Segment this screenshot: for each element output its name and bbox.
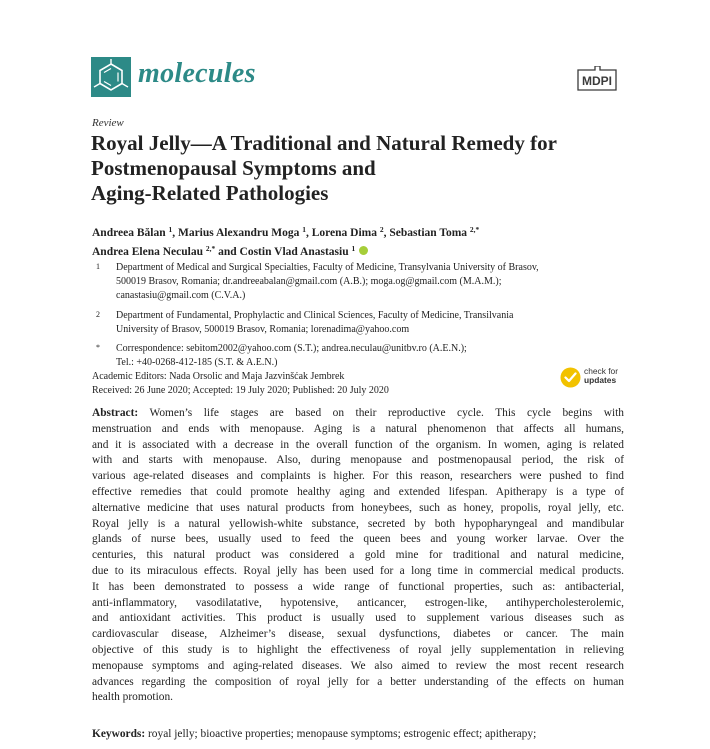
affiliation-mark: 2 [96,309,100,319]
abstract-line: menstruation and ends with menopause. Aging is a natural phenomenon that affects all humans, [92,422,624,435]
abstract [92,406,624,706]
affiliation-item [96,309,626,337]
abstract-line: health promotion. [92,691,173,704]
article-type: Review [92,117,124,129]
affiliation-line: canastasiu@gmail.com (C.V.A.) [116,290,246,302]
correspondence-line: Correspondence: sebitom2002@yahoo.com (S.T.); andrea.neculau@unitbv.ro (A.E.N.); [116,343,467,355]
author-line: Andreea Bălan $^1$, Marius Alexandru Moga $^1$, Lorena Dima $^2$, Sebastian Toma $^{2,*}$ [92,225,480,239]
abstract-line: objective of this study is to highlight the effectiveness of royal jelly supplementation in relieving [92,643,624,656]
abstract-label: Abstract: [92,407,139,419]
author-affil-sup: 2,* [469,225,480,234]
abstract-line: advances regarding the composition of royal jelly for a better understanding of the effects on human [92,675,624,688]
author-affil-sup: 2 [379,225,384,234]
affiliation-list [96,261,626,375]
author-name[interactable]: Marius Alexandru Moga [177,227,300,239]
author-name[interactable]: Andreea Bălan [92,227,166,239]
keywords-label: Keywords: [92,728,146,740]
affiliation-mark: * [96,343,100,353]
author-name[interactable]: Lorena Dima [311,227,378,239]
author-name[interactable]: Sebastian Toma [389,227,468,239]
title-line: Aging-Related Pathologies [91,181,329,205]
abstract-line: anti-inflammatory, vasodilatative, hypotensive, anticancer, estrogen-like, antihypercholesterolemic, [92,596,624,609]
affiliation-line: 500019 Brasov, Romania; dr.andreeabalan@gmail.com (A.B.); moga.og@gmail.com (M.A.M.); [116,276,502,288]
orcid-icon[interactable] [359,246,368,255]
abstract-line: cardiovascular disease, Alzheimer’s disease, sexual dysfunctions, diabetes or cancer. The main [92,628,624,641]
affiliation-item [96,261,626,304]
author-line [92,241,632,260]
correspondence-item [96,342,626,370]
keywords-text: royal jelly; bioactive properties; menopause symptoms; estrogenic effect; apitherapy; [148,728,537,740]
affiliation-line: Department of Fundamental, Prophylactic and Clinical Sciences, Faculty of Medicine, Transilvania [116,309,514,321]
author-connector: and [218,246,237,258]
abstract-line: with and starts with menopause. Also, during menopause and postmenopausal period, the risk of [92,454,624,467]
abstract-line: and it is associated with a decrease in the overall function of the organism. In women, aging is related [92,438,624,451]
abstract-line: Royal jelly is a natural yellowish-white substance, secreted by both hypopharyngeal and mandibular [92,517,624,530]
journal-name: molecules [138,58,256,89]
author-affil-sup: 1 [302,225,306,234]
article-meta [92,370,552,398]
author-name[interactable]: Costin Vlad Anastasiu [239,246,349,258]
academic-editors: Academic Editors: Nada Orsolic and Maja Jazvinšćak Jembrek [92,371,345,382]
author-affil-sup: 1 [351,244,356,253]
correspondence-line: Tel.: +40-0268-412-185 (S.T. & A.E.N.) [116,357,278,369]
abstract-line: due to its miraculous effects. Royal jelly has been used for a long time in commercial medical products. [92,564,624,577]
mdpi-logo-icon [570,66,620,94]
abstract-line: various age-related diseases and complaints is higher. For this reason, researchers were pushed to find [92,470,624,483]
check-badge-icon [560,367,581,388]
affiliation-mark: 1 [96,262,100,271]
affiliation-line: University of Brasov, 500019 Brasov, Romania; lorenadima@yahoo.com [116,323,410,335]
abstract-line [92,406,624,422]
abstract-line: It has been demonstrated to possess a wide range of functional properties, such as: antibacterial, [92,580,624,593]
article-title [91,131,631,206]
author-affil-sup: 1 [168,225,173,234]
author-affil-sup: 2,* [205,244,216,253]
article-dates: Received: 26 June 2020; Accepted: 19 July 2020; Published: 20 July 2020 [92,385,389,396]
abstract-line: menopause symptoms and aging-related diseases. We also aimed to review the most recent research [92,659,624,672]
abstract-line: centuries, this natural product was considered a gold mine for traditional and natural medicine, [92,549,624,562]
abstract-line: and antioxidant activities. This product is usually used to supplement various diseases such as [92,612,624,625]
badge-line1: check for [584,366,618,376]
badge-line2: updates [584,375,617,385]
keywords [92,727,624,743]
title-line: Postmenopausal Symptoms and [91,156,376,180]
abstract-text: Women’s life stages are based on their reproductive cycle. This cycle begins with [149,407,624,419]
author-name[interactable]: Andrea Elena Neculau [92,246,203,258]
author-list [92,222,632,260]
abstract-line: glands of nurse bees, usually used to feed the queen bees and young worker larvae. Over the [92,533,624,546]
molecule-hexagon-icon [91,57,131,97]
publisher-name: MDPI [582,74,612,88]
title-line: Royal Jelly—A Traditional and Natural Remedy for [91,131,557,155]
badge-label [584,367,618,385]
abstract-line: effective remedies that could promote healthy aging and extended lifespan. Apitherapy is a type of [92,485,624,498]
affiliation-line: Department of Medical and Surgical Specialties, Faculty of Medicine, Transylvania University of Brasov, [116,262,539,273]
abstract-line: alternative medicine that uses natural products from honeybees, such as honey, propolis, royal jelly, etc. [92,501,624,514]
check-for-updates-button[interactable] [560,367,630,389]
